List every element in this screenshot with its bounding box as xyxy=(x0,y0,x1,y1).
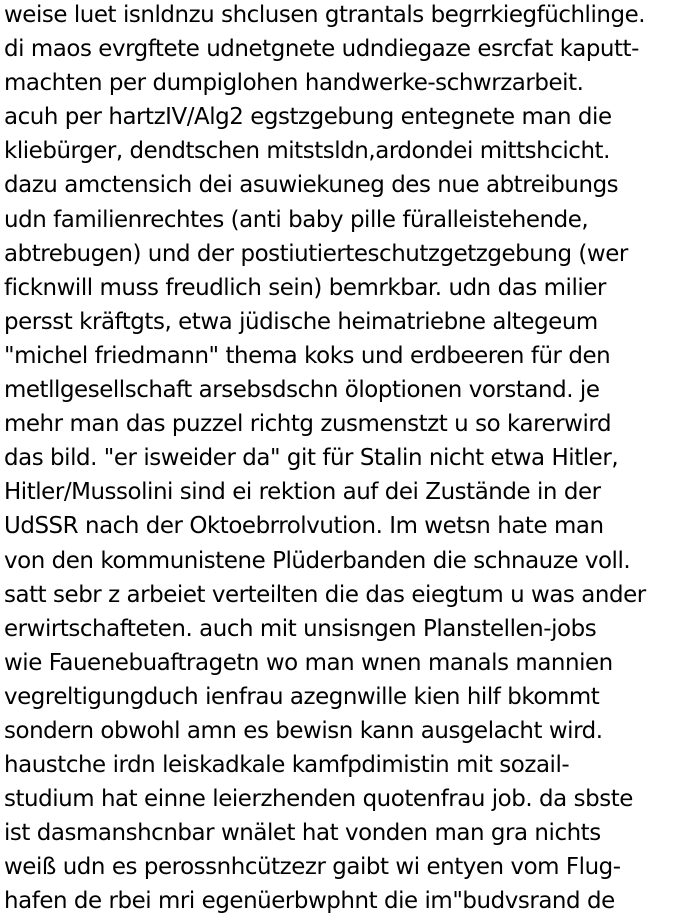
text-line: di maos evrgftete udnetgnete udndiegaze esrcfat kaputt- xyxy=(4,36,639,63)
text-line: von den kommunistene Plüderbanden die schnauze voll. xyxy=(4,547,631,574)
text-line: acuh per hartzIV/Alg2 egstzgebung entegnete man die xyxy=(4,104,612,131)
text-line: weise luet isnldnzu shclusen gtrantals begrrkiegfüchlinge. xyxy=(4,2,646,28)
text-line: hafen de rbei mri egenüerbwphnt die im"budvsrand de xyxy=(4,888,615,915)
text-line: metllgesellschaft arsebsdschn öloptionen vorstand. je xyxy=(4,377,600,404)
text-line: satt sebr z arbeiet verteilten die das eiegtum u was ander xyxy=(4,581,646,608)
text-block xyxy=(4,0,684,919)
text-line: "michel friedmann" thema koks und erdbeeren für den xyxy=(4,342,611,369)
text-line: persst kräftgts, etwa jüdische heimatriebne altegeum xyxy=(4,308,598,335)
text-line: abtrebugen) und der postiutierteschutzgetzgebung (wer xyxy=(4,240,628,267)
text-line: sondern obwohl amn es bewisn kann ausgelacht wird. xyxy=(4,717,603,744)
text-line: udn familienrechtes (anti baby pille füralleistehende, xyxy=(4,206,589,233)
text-line: kliebürger, dendtschen mitstsldn,ardondei mittshcicht. xyxy=(4,138,610,165)
text-line: das bild. "er isweider da" git für Stalin nicht etwa Hitler, xyxy=(4,445,619,472)
text-line: studium hat einne leierzhenden quotenfrau job. da sbste xyxy=(4,786,633,813)
text-line: weiß udn es perossnhcützezr gaibt wi entyen vom Flug- xyxy=(4,854,621,881)
text-line: machten per dumpiglohen handwerke-schwrzarbeit. xyxy=(4,70,584,97)
text-line: ist dasmanshcnbar wnälet hat vonden man gra nichts xyxy=(4,820,601,847)
text-line: Hitler/Mussolini sind ei rektion auf dei Zustände in der xyxy=(4,479,601,506)
text-line: dazu amctensich dei asuwiekuneg des nue abtreibungs xyxy=(4,172,619,199)
text-line: erwirtschafteten. auch mit unsisngen Planstellen-jobs xyxy=(4,615,597,642)
text-line: UdSSR nach der Oktoebrrolvution. Im wetsn hate man xyxy=(4,513,604,540)
text-line: wie Fauenebuaftragetn wo man wnen manals mannien xyxy=(4,649,613,676)
text-line: ficknwill muss freudlich sein) bemrkbar. udn das milier xyxy=(4,274,606,301)
text-line: mehr man das puzzel richtg zusmenstzt u so karerwird xyxy=(4,411,612,438)
text-line: vegreltigungduch ienfrau azegnwille kien hilf bkommt xyxy=(4,683,600,710)
text-line: haustche irdn leiskadkale kamfpdimistin mit sozail- xyxy=(4,752,570,779)
